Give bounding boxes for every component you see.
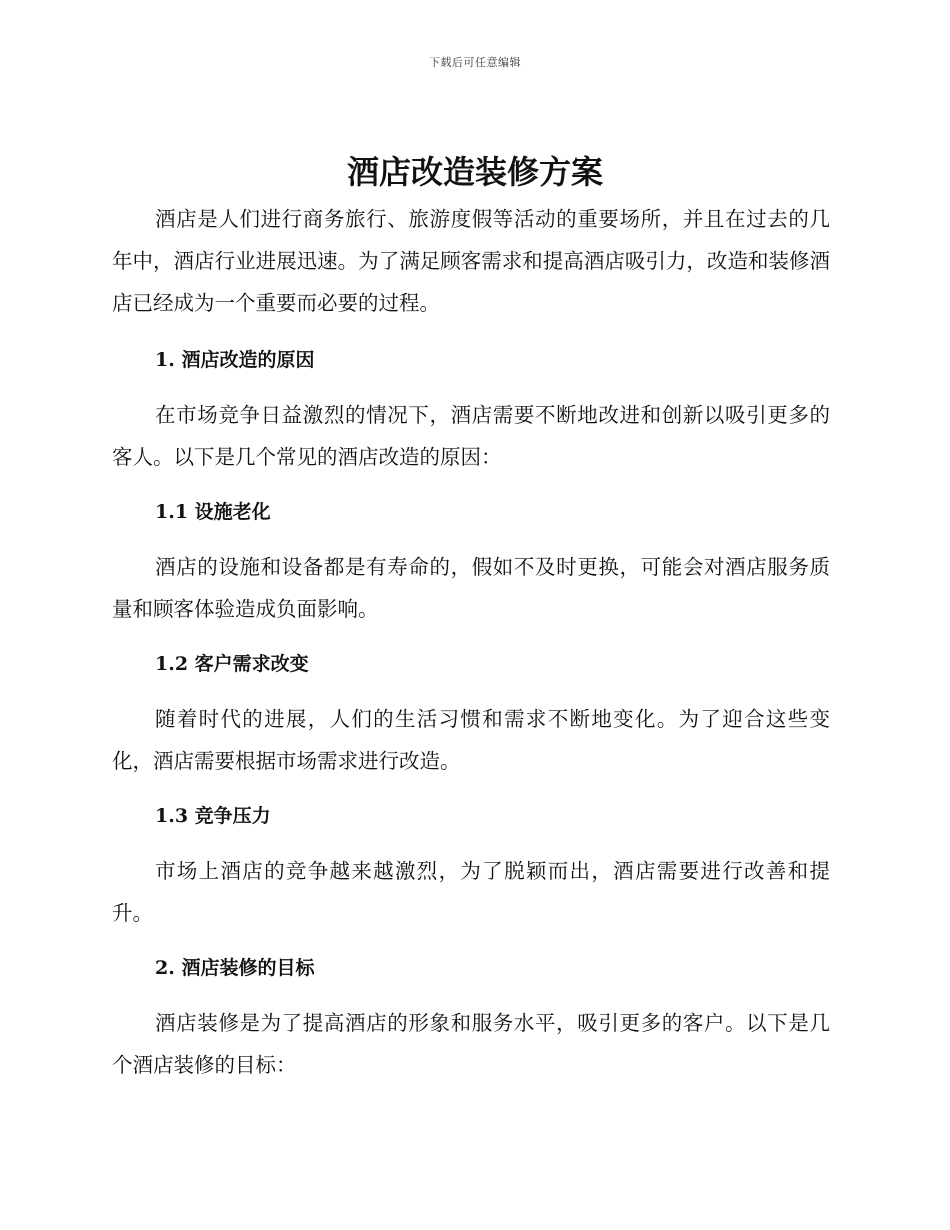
section-paragraph-competition: 市场上酒店的竞争越来越激烈，为了脱颖而出，酒店需要进行改善和提升。 [112,859,830,925]
section-paragraph-customer-needs: 随着时代的进展，人们的生活习惯和需求不断地变化。为了迎合这些变化，酒店需要根据市场需求进行改造。 [112,707,830,773]
section-heading-reasons: 1. 酒店改造的原因 [155,349,315,371]
section-paragraph-renovation-goals: 酒店装修是为了提高酒店的形象和服务水平，吸引更多的客户。以下是几个酒店装修的目标： [112,1011,830,1077]
section-heading-customer-needs: 1.2 客户需求改变 [155,653,309,675]
header-note: 下载后可任意编辑 [429,56,521,69]
section-heading-renovation-goals: 2. 酒店装修的目标 [155,957,315,979]
section-heading-competition: 1.3 竞争压力 [155,805,271,827]
section-heading-aging-facilities: 1.1 设施老化 [155,501,271,523]
intro-paragraph: 酒店是人们进行商务旅行、旅游度假等活动的重要场所，并且在过去的几年中，酒店行业进展迅速。为了满足顾客需求和提高酒店吸引力，改造和装修酒店已经成为一个重要而必要的过程。 [112,207,830,315]
section-paragraph-aging-facilities: 酒店的设施和设备都是有寿命的，假如不及时更换，可能会对酒店服务质量和顾客体验造成负面影响。 [112,555,830,621]
page-title: 酒店改造装修方案 [346,153,603,191]
section-paragraph-reasons: 在市场竞争日益激烈的情况下，酒店需要不断地改进和创新以吸引更多的客人。以下是几个常见的酒店改造的原因： [112,403,830,469]
